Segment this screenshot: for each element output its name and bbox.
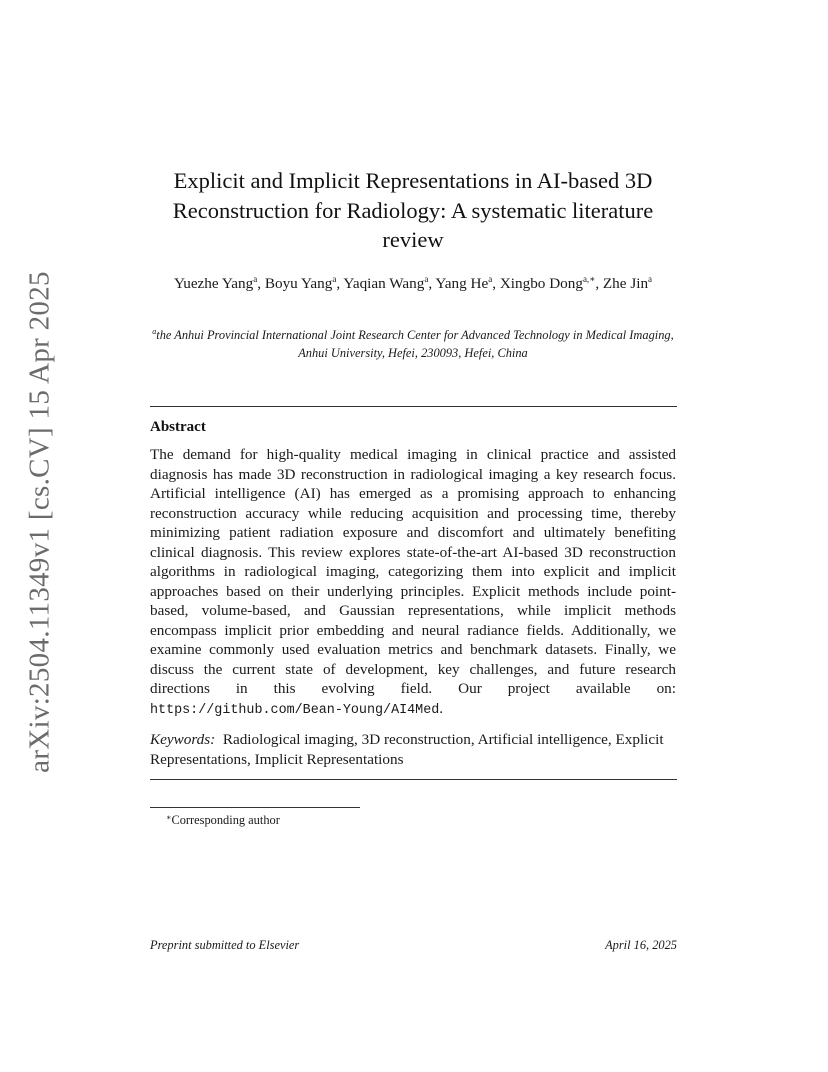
author-separator: , bbox=[428, 275, 436, 292]
author-affiliation-mark: a bbox=[253, 274, 258, 284]
preprint-notice: Preprint submitted to Elsevier bbox=[150, 938, 300, 952]
author-separator: , bbox=[595, 275, 603, 292]
affiliation bbox=[150, 326, 676, 362]
preprint-date: April 16, 2025 bbox=[605, 938, 677, 952]
affiliation-mark: a bbox=[152, 327, 157, 336]
affiliation-text: the Anhui Provincial International Joint Research Center for Advanced Technology in Medical Imaging, Anhui University, Hefei, 230093, Hefei, China bbox=[156, 328, 674, 360]
author-separator: , bbox=[336, 275, 344, 292]
author-affiliation-mark: a bbox=[332, 274, 337, 284]
author-separator: , bbox=[492, 275, 500, 292]
author-affiliation-mark: a bbox=[488, 274, 493, 284]
author-name: Zhe Jin bbox=[602, 275, 649, 292]
abstract-end-punctuation: . bbox=[439, 699, 444, 717]
author-name: Boyu Yang bbox=[264, 275, 333, 292]
abstract-top-rule bbox=[150, 406, 677, 407]
keywords bbox=[150, 730, 676, 769]
author-name: Xingbo Dong bbox=[499, 275, 583, 292]
abstract-text: The demand for high-quality medical imaging in clinical practice and assisted diagnosis has made 3D reconstruction in radiological imaging a key research focus. Artificial intelligence (AI) has emerged as a promising approach to enhancing reconstruction accuracy while reducing acquisition and processing time, thereby minimizing patient radiation exposure and discomfort and ultimately benefiting clinical diagnosis. This review explores state-of-the-art AI-based 3D reconstruction algorithms in radiological imaging, categorizing them into explicit and implicit approaches based on their underlying principles. Explicit methods include point-based, volume-based, and Gaussian representations, while implicit methods encompass implicit prior embedding and neural radiance fields. Additionally, we examine commonly used evaluation metrics and benchmark datasets. Finally, we discuss the current state of development, key challenges, and future research directions in this evolving field. Our project available on: bbox=[150, 446, 676, 697]
paper-title: Explicit and Implicit Representations in AI-based 3D Reconstruction for Radiology: A systematic literature review bbox=[172, 168, 654, 252]
keywords-text: Radiological imaging, 3D reconstruction, Artificial intelligence, Explicit Representations, Implicit Representations bbox=[150, 731, 664, 768]
footnote-rule bbox=[150, 807, 360, 808]
corresponding-author-footnote bbox=[166, 812, 280, 828]
author-affiliation-mark: a bbox=[424, 274, 429, 284]
arxiv-identifier-stamp: arXiv:2504.11349v1 [cs.CV] 15 Apr 2025 bbox=[23, 271, 56, 773]
abstract-body bbox=[150, 445, 676, 720]
author-affiliation-mark: a,∗ bbox=[582, 274, 596, 284]
footnote-text: Corresponding author bbox=[171, 813, 280, 827]
author-name: Yaqian Wang bbox=[343, 275, 425, 292]
project-url-link[interactable]: https://github.com/Bean-Young/AI4Med bbox=[150, 702, 440, 718]
author-separator: , bbox=[257, 275, 265, 292]
author-list bbox=[150, 274, 676, 294]
author-affiliation-mark: a bbox=[648, 274, 653, 284]
keywords-label: Keywords: bbox=[150, 731, 216, 748]
author-name: Yang He bbox=[435, 275, 489, 292]
abstract-heading: Abstract bbox=[150, 419, 206, 435]
author-name: Yuezhe Yang bbox=[173, 275, 254, 292]
abstract-bottom-rule bbox=[150, 779, 677, 780]
footnote-mark: ∗ bbox=[166, 813, 172, 822]
